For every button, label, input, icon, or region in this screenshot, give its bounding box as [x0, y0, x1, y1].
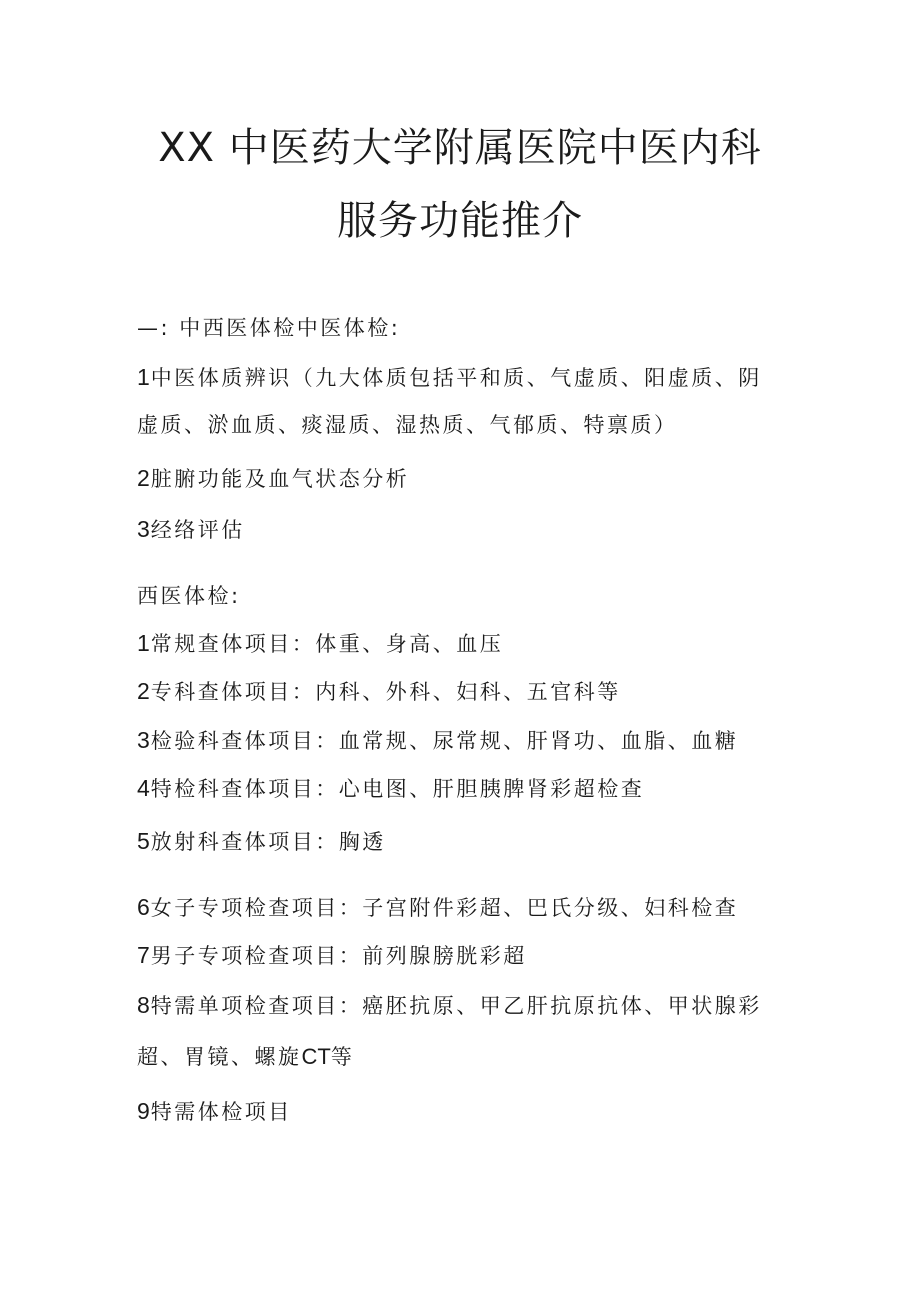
western-heading: 西医体检: — [137, 584, 241, 608]
western-item-3-number: 3 — [137, 727, 150, 753]
tcm-item-2-text: 脏腑功能及血气状态分析 — [150, 467, 410, 491]
tcm-item-2 — [137, 463, 409, 494]
tcm-item-3 — [137, 514, 245, 545]
tcm-item-1-number: 1 — [137, 364, 150, 390]
western-item-4-text: 特检科查体项目：心电图、肝胆胰脾肾彩超检查 — [150, 777, 645, 801]
tcm-item-1-continuation: 虚质、淤血质、痰湿质、湿热质、气郁质、特禀质） — [137, 413, 678, 437]
western-item-8-continuation-text-a: 超、胃镜、螺旋 — [137, 1045, 302, 1069]
western-item-6-text: 女子专项检查项目：子宫附件彩超、巴氏分级、妇科检查 — [150, 896, 739, 920]
tcm-item-3-number: 3 — [137, 516, 150, 542]
western-item-4-number: 4 — [137, 775, 150, 801]
western-item-5-text: 放射科查体项目：胸透 — [150, 830, 386, 854]
western-item-9-text: 特需体检项目 — [150, 1100, 292, 1124]
western-item-4 — [137, 773, 644, 804]
western-item-1-number: 1 — [137, 630, 150, 656]
western-item-8-continuation-text-b: 等 — [330, 1045, 355, 1069]
document-title-line2: 服务功能推介 — [337, 198, 583, 244]
western-item-3-text: 检验科查体项目：血常规、尿常规、肝肾功、血脂、血糖 — [150, 729, 739, 753]
western-item-1 — [137, 628, 503, 659]
western-item-3 — [137, 725, 738, 756]
western-item-9 — [137, 1096, 292, 1127]
western-item-8-text: 特需单项检查项目：癌胚抗原、甲乙肝抗原抗体、甲状腺彩 — [150, 994, 762, 1018]
western-item-2 — [137, 676, 621, 707]
western-item-7 — [137, 940, 527, 971]
western-item-8-continuation — [137, 1042, 354, 1072]
western-item-5-number: 5 — [137, 828, 150, 854]
western-item-6-number: 6 — [137, 894, 150, 920]
western-item-8-number: 8 — [137, 992, 150, 1018]
section1-heading: —: 中西医体检中医体检: — [137, 316, 401, 340]
western-item-1-text: 常规查体项目：体重、身高、血压 — [150, 632, 504, 656]
tcm-item-1-text: 中医体质辨识（九大体质包括平和质、气虚质、阳虚质、阴 — [150, 366, 762, 390]
tcm-item-1 — [137, 362, 762, 393]
western-item-6 — [137, 892, 738, 923]
western-item-5 — [137, 826, 386, 857]
tcm-item-2-number: 2 — [137, 465, 150, 491]
western-item-8 — [137, 990, 762, 1021]
document-title-line1: XX 中医药大学附属医院中医内科 — [158, 125, 762, 171]
western-item-8-continuation-ct: CT — [301, 1044, 331, 1069]
tcm-item-3-text: 经络评估 — [150, 518, 245, 542]
western-item-7-text: 男子专项检查项目：前列腺膀胱彩超 — [150, 944, 527, 968]
western-item-9-number: 9 — [137, 1098, 150, 1124]
western-item-7-number: 7 — [137, 942, 150, 968]
western-item-2-text: 专科查体项目：内科、外科、妇科、五官科等 — [150, 680, 621, 704]
western-item-2-number: 2 — [137, 678, 150, 704]
